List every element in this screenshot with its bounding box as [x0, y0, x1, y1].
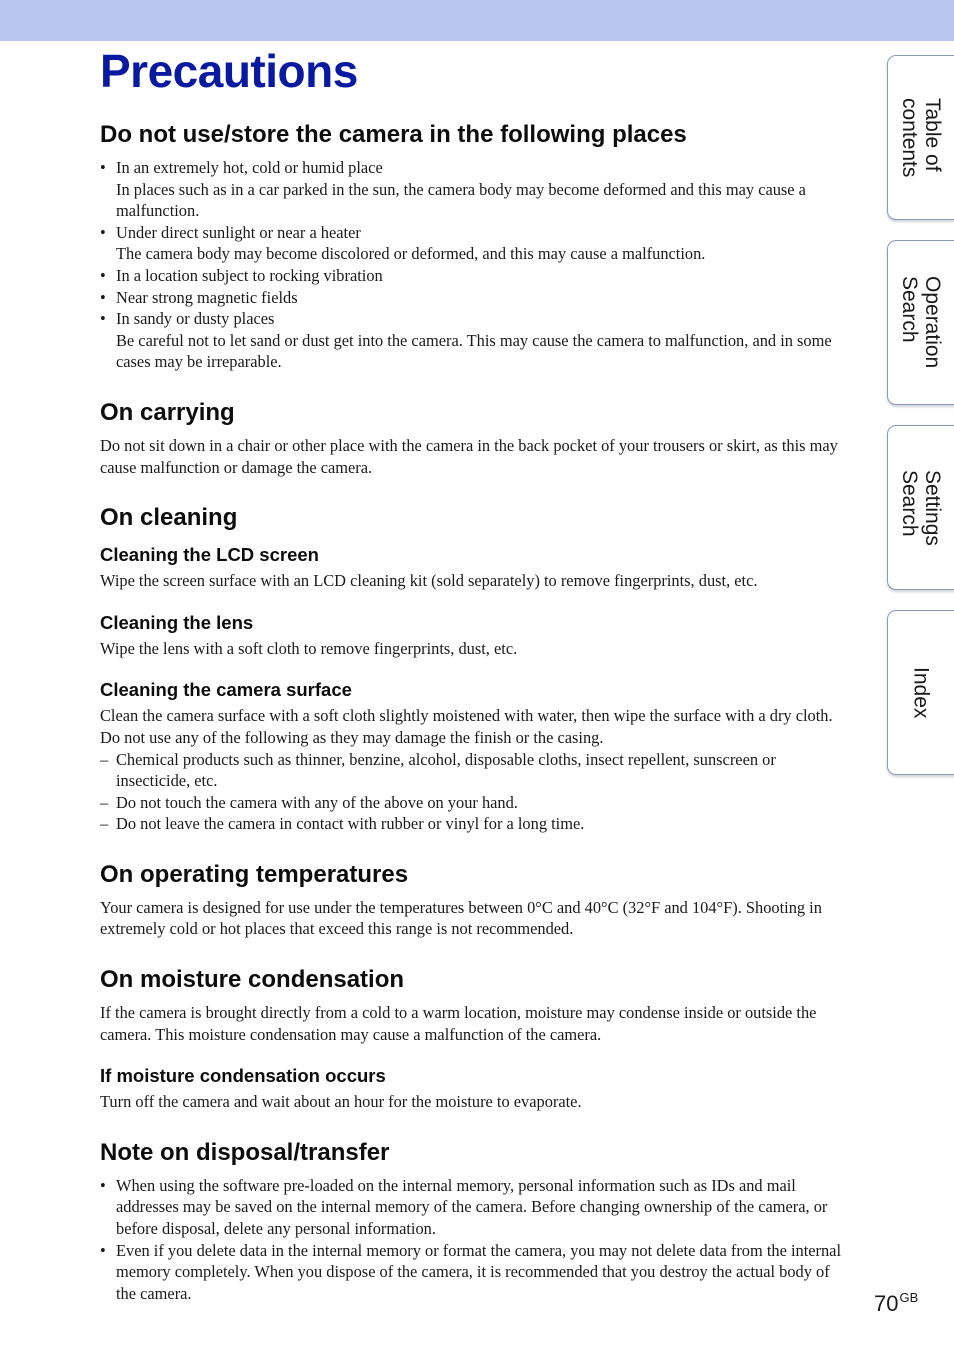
- list-item: • Under direct sunlight or near a heater The camera body may become discolored or deformed, and this may cause a malfunction.: [100, 222, 706, 264]
- list-item: • In sandy or dusty places Be careful not to let sand or dust get into the camera. This may cause the camera to malfunction, and in some cases may be irreparable.: [100, 309, 832, 372]
- section-heading-disposal: Note on disposal/transfer: [100, 1138, 390, 1166]
- list-item: • In a location subject to rocking vibration: [100, 265, 383, 285]
- surface-list: [100, 749, 852, 835]
- page-number: $70^{GB}$: [874, 1290, 919, 1316]
- page-content: [100, 44, 852, 1304]
- moisture-sub-text: Turn off the camera and wait about an hour for the moisture to evaporate.: [100, 1092, 582, 1112]
- section-heading-storage: Do not use/store the camera in the following places: [100, 121, 687, 148]
- tab-label: Table of contents: [898, 97, 944, 178]
- section-heading-moisture: On moisture condensation: [100, 966, 405, 994]
- page-title: Precautions: [100, 45, 358, 97]
- list-item: • Near strong magnetic fields: [100, 287, 298, 307]
- section-heading-cleaning: On cleaning: [100, 504, 238, 532]
- lens-text: Wipe the lens with a soft cloth to remove fingerprints, dust, etc.: [100, 638, 518, 658]
- list-item: • In an extremely hot, cold or humid place In places such as in a car parked in the sun, the camera body may become deformed and this may cause a malfunction.: [100, 158, 806, 221]
- tab-table-of-contents[interactable]: [887, 55, 954, 220]
- subheading-surface: Cleaning the camera surface: [100, 679, 352, 701]
- tab-index[interactable]: [887, 610, 954, 775]
- section-heading-temperatures: On operating temperatures: [100, 860, 409, 888]
- disposal-list: [100, 1175, 852, 1305]
- subheading-lcd: Cleaning the LCD screen: [100, 544, 319, 566]
- carrying-text: Do not sit down in a chair or other place with the camera in the back pocket of your trousers or skirt, as this may cause malfunction or damage the camera.: [100, 435, 838, 477]
- surface-text: Clean the camera surface with a soft cloth slightly moistened with water, then wipe the surface with a dry cloth. Do not use any of the following as they may damage the finish or the casing.: [100, 706, 833, 747]
- moisture-text: If the camera is brought directly from a cold to a warm location, moisture may condense inside or outside the camera. This moisture condensation may cause a malfunction of the camera.: [100, 1003, 817, 1044]
- tab-label: Settings Search: [898, 469, 944, 546]
- list-item: – Do not leave the camera in contact with rubber or vinyl for a long time.: [100, 814, 585, 834]
- subheading-lens: Cleaning the lens: [100, 611, 254, 633]
- header-bar: [0, 0, 954, 41]
- tab-label: Index: [909, 666, 933, 719]
- section-heading-carrying: On carrying: [100, 398, 235, 426]
- list-item: – Do not touch the camera with any of the above on your hand.: [100, 792, 518, 812]
- tab-settings-search[interactable]: [887, 425, 954, 590]
- tab-operation-search[interactable]: [887, 240, 954, 405]
- subheading-moisture-occurs: If moisture condensation occurs: [100, 1065, 386, 1087]
- list-item: – Chemical products such as thinner, benzine, alcohol, disposable cloths, insect repellent, sunscreen or insecticide, etc.: [100, 749, 776, 791]
- tab-label: Operation Search: [898, 276, 944, 369]
- lcd-text: Wipe the screen surface with an LCD cleaning kit (sold separately) to remove fingerprints, dust, etc.: [100, 571, 758, 591]
- temperatures-text: Your camera is designed for use under the temperatures between 0°C and 40°C (32°F and 104°F). Shooting in extremely cold or hot places that exceed this range is not recommended.: [100, 897, 822, 939]
- list-item: • When using the software pre-loaded on the internal memory, personal information such as IDs and mail addresses may be saved on the internal memory of the camera. Before changing ownership of the camera, or before disposal, delete any personal information.: [100, 1175, 828, 1239]
- list-item: • Even if you delete data in the internal memory or format the camera, you may not delete data from the internal memory completely. When you dispose of the camera, it is recommended that you destroy the actual body of the camera.: [100, 1240, 842, 1303]
- storage-list: [100, 157, 852, 373]
